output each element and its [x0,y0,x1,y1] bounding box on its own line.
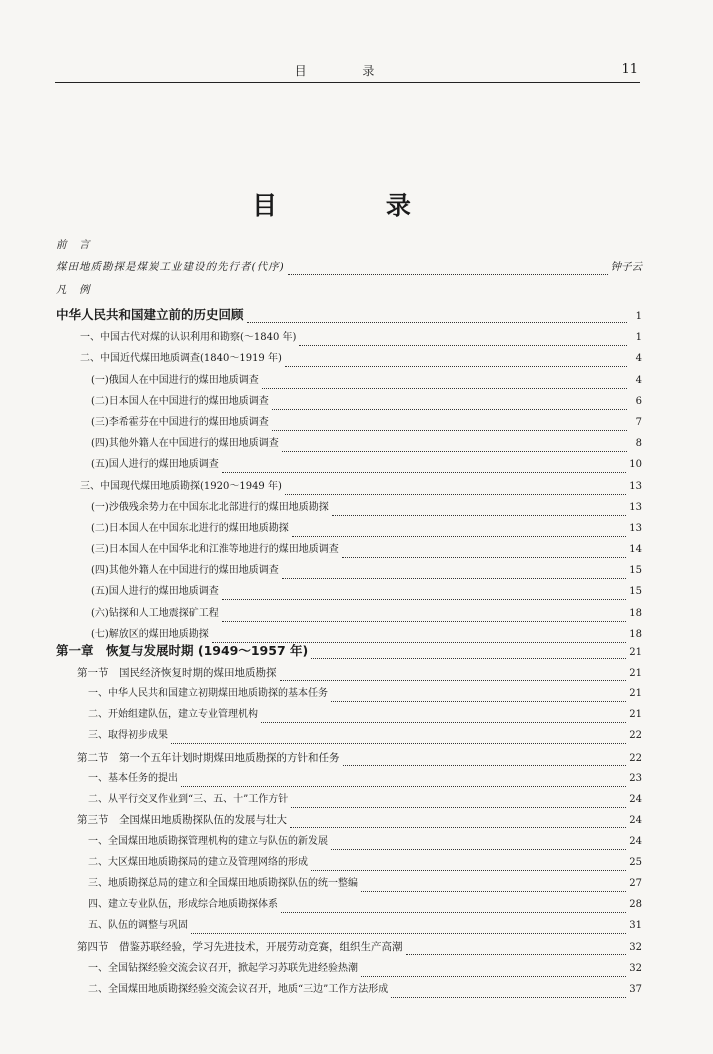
toc-entry-page: 21 [629,647,642,658]
toc-entry [88,727,642,745]
toc-entry-label: 二、全国煤田地质勘探经验交流会议召开，地质“三边”工作方法形成 [88,984,389,995]
toc-entry [88,854,642,872]
dot-leader [299,333,627,346]
toc-entry-label: 中华人民共和国建立前的历史回顾 [56,307,244,322]
toc-entry-label: 五、队伍的调整与巩固 [88,920,188,931]
toc-entry-page: 25 [629,857,642,868]
toc-entry-label: 第三节 全国煤田地质勘探队伍的发展与壮大 [77,814,287,826]
dot-leader [282,566,626,579]
toc-entry-label: (七)解放区的煤田地质勘探 [91,629,209,640]
toc-entry-page: 钟子云 [610,261,642,273]
toc-entry [80,329,642,347]
toc-entry-page: 22 [629,730,642,741]
toc-entry-page: 18 [629,608,642,619]
toc-entry-page: 31 [629,920,642,931]
toc-entry [91,499,642,517]
toc-entry [91,393,642,411]
toc-entry-page: 15 [629,565,642,576]
toc-entry-page: 7 [635,417,642,428]
running-header [55,62,640,83]
toc-entry-label: (一)俄国人在中国进行的煤田地质调查 [91,375,259,386]
dot-leader [282,439,627,452]
toc-entry-page: 21 [629,688,642,699]
toc-entry-label: (五)国人进行的煤田地质调查 [91,586,219,597]
toc-entry-page: 21 [629,668,642,679]
toc-entry-page: 13 [629,502,642,513]
dot-leader [247,310,627,323]
toc-entry [88,981,642,999]
dot-leader [191,921,626,934]
toc-entry [56,642,642,660]
toc-entry [80,478,642,496]
toc-entry-label: 前 言 [56,239,91,251]
toc-entry-label: (四)其他外籍人在中国进行的煤田地质调查 [91,565,279,576]
toc-entry [88,770,642,788]
toc-entry [88,791,642,809]
toc-entry-label: 一、中国古代对煤的认识利用和勘察(～1840 年) [80,332,297,343]
toc-entry [88,833,642,851]
dot-leader [311,646,626,659]
dot-leader [222,460,626,473]
toc-entry-label: 第四节 借鉴苏联经验，学习先进技术，开展劳动竞赛，组织生产高潮 [77,941,403,953]
toc-entry [88,685,642,703]
page-number: 11 [621,62,638,77]
toc-entry [88,896,642,914]
toc-entry [88,875,642,893]
toc-entry [56,236,642,254]
toc-entry-label: (三)李希霍芬在中国进行的煤田地质调查 [91,417,269,428]
dot-leader [181,774,626,787]
dot-leader [261,710,626,723]
toc-entry [80,350,642,368]
toc-entry [77,749,642,767]
dot-leader [406,942,627,955]
toc-entry-label: 一、中华人民共和国建立初期煤田地质勘探的基本任务 [88,688,328,699]
dot-leader [285,482,626,495]
toc-entry-label: 三、中国现代煤田地质勘探(1920～1949 年) [80,481,282,492]
toc-entry-page: 13 [629,523,642,534]
toc-entry-label: 第一章 恢复与发展时期 (1949～1957 年) [56,643,309,658]
dot-leader [285,354,627,367]
toc-entry-page: 22 [629,753,642,764]
dot-leader [222,587,626,600]
dot-leader [361,879,626,892]
toc-entry [91,562,642,580]
running-header-title: 目 录 [294,64,401,78]
dot-leader [331,689,626,702]
toc-entry-page: 4 [635,353,642,364]
toc-entry [91,414,642,432]
toc-entry [56,258,642,276]
toc-entry-page: 14 [629,544,642,555]
toc-entry-label: 三、取得初步成果 [88,730,168,741]
toc-entry [91,541,642,559]
toc-entry-label: (三)日本国人在中国华北和江淮等地进行的煤田地质调查 [91,544,339,555]
toc-entry-page: 24 [629,794,642,805]
toc-entry [91,456,642,474]
toc-entry-label: (五)国人进行的煤田地质调查 [91,459,219,470]
dot-leader [272,397,627,410]
toc-entry [91,605,642,623]
toc-entry-label: 凡 例 [56,284,91,296]
toc-entry-page: 28 [629,899,642,910]
toc-entry-page: 18 [629,629,642,640]
dot-leader [288,262,608,275]
dot-leader [290,815,626,828]
toc-entry [88,960,642,978]
toc-entry-page: 1 [635,311,642,322]
toc-entry-page: 21 [629,709,642,720]
toc-entry-label: 一、全国煤田地质勘探管理机构的建立与队伍的新发展 [88,836,328,847]
toc-entry-label: 一、全国钻探经验交流会议召开，掀起学习苏联先进经验热潮 [88,963,358,974]
toc-entry-label: (二)日本国人在中国东北进行的煤田地质勘探 [91,523,289,534]
toc-entry-label: (六)钻探和人工地震探矿工程 [91,608,219,619]
dot-leader [171,731,626,744]
toc-entry-page: 13 [629,481,642,492]
toc-title: 目 录 [252,191,461,220]
dot-leader [342,545,626,558]
dot-leader [391,985,626,998]
dot-leader [292,524,626,537]
dot-leader [212,630,626,643]
toc-entry-page: 1 [635,332,642,343]
toc-entry-label: (四)其他外籍人在中国进行的煤田地质调查 [91,438,279,449]
toc-entry-page: 37 [629,984,642,995]
toc-entry-page: 15 [629,586,642,597]
toc-entry-page: 10 [629,459,642,470]
toc-entry-page: 27 [629,878,642,889]
dot-leader [272,418,627,431]
toc-entry-label: (二)日本国人在中国进行的煤田地质调查 [91,396,269,407]
toc-entry-label: 三、地质勘探总局的建立和全国煤田地质勘探队伍的统一整编 [88,878,358,889]
toc-entry-page: 32 [629,942,642,953]
toc-entry-label: 第二节 第一个五年计划时期煤田地质勘探的方针和任务 [77,752,340,764]
dot-leader [291,795,626,808]
toc-entry-page: 8 [635,438,642,449]
dot-leader [222,609,626,622]
toc-entry-label: 四、建立专业队伍，形成综合地质勘探体系 [88,899,278,910]
toc-entry-label: 二、大区煤田地质勘探局的建立及管理网络的形成 [88,857,308,868]
toc-entry-label: 二、从平行交叉作业到“三、五、十”工作方针 [88,794,289,805]
toc-entry-page: 6 [635,396,642,407]
toc-entry [56,306,642,324]
toc-entry-label: (一)沙俄残余势力在中国东北北部进行的煤田地质勘探 [91,502,329,513]
toc-entry [91,435,642,453]
toc-entry-label: 二、开始组建队伍，建立专业管理机构 [88,709,258,720]
dot-leader [311,858,626,871]
toc-entry [91,583,642,601]
dot-leader [361,964,626,977]
dot-leader [94,285,628,297]
dot-leader [281,900,626,913]
toc-entry [88,917,642,935]
dot-leader [280,668,627,681]
dot-leader [94,240,628,252]
toc-entry-label: 二、中国近代煤田地质调查(1840～1919 年) [80,353,282,364]
toc-entry [77,811,642,829]
toc-entry [56,281,642,299]
toc-entry-page: 24 [629,836,642,847]
toc-entry [88,706,642,724]
toc-entry-label: 第一节 国民经济恢复时期的煤田地质勘探 [77,667,277,679]
toc-entry-label: 煤田地质勘探是煤炭工业建设的先行者(代序) [56,261,285,273]
toc-entry-page: 24 [629,815,642,826]
dot-leader [343,753,627,766]
dot-leader [331,837,626,850]
dot-leader [332,503,626,516]
toc-entry-page: 23 [629,773,642,784]
toc-entry-page: 32 [629,963,642,974]
toc-entry [91,372,642,390]
toc-entry-label: 一、基本任务的提出 [88,773,178,784]
toc-entry [77,938,642,956]
toc-entry [77,664,642,682]
toc-entry-page: 4 [635,375,642,386]
dot-leader [262,376,627,389]
toc-entry [91,520,642,538]
